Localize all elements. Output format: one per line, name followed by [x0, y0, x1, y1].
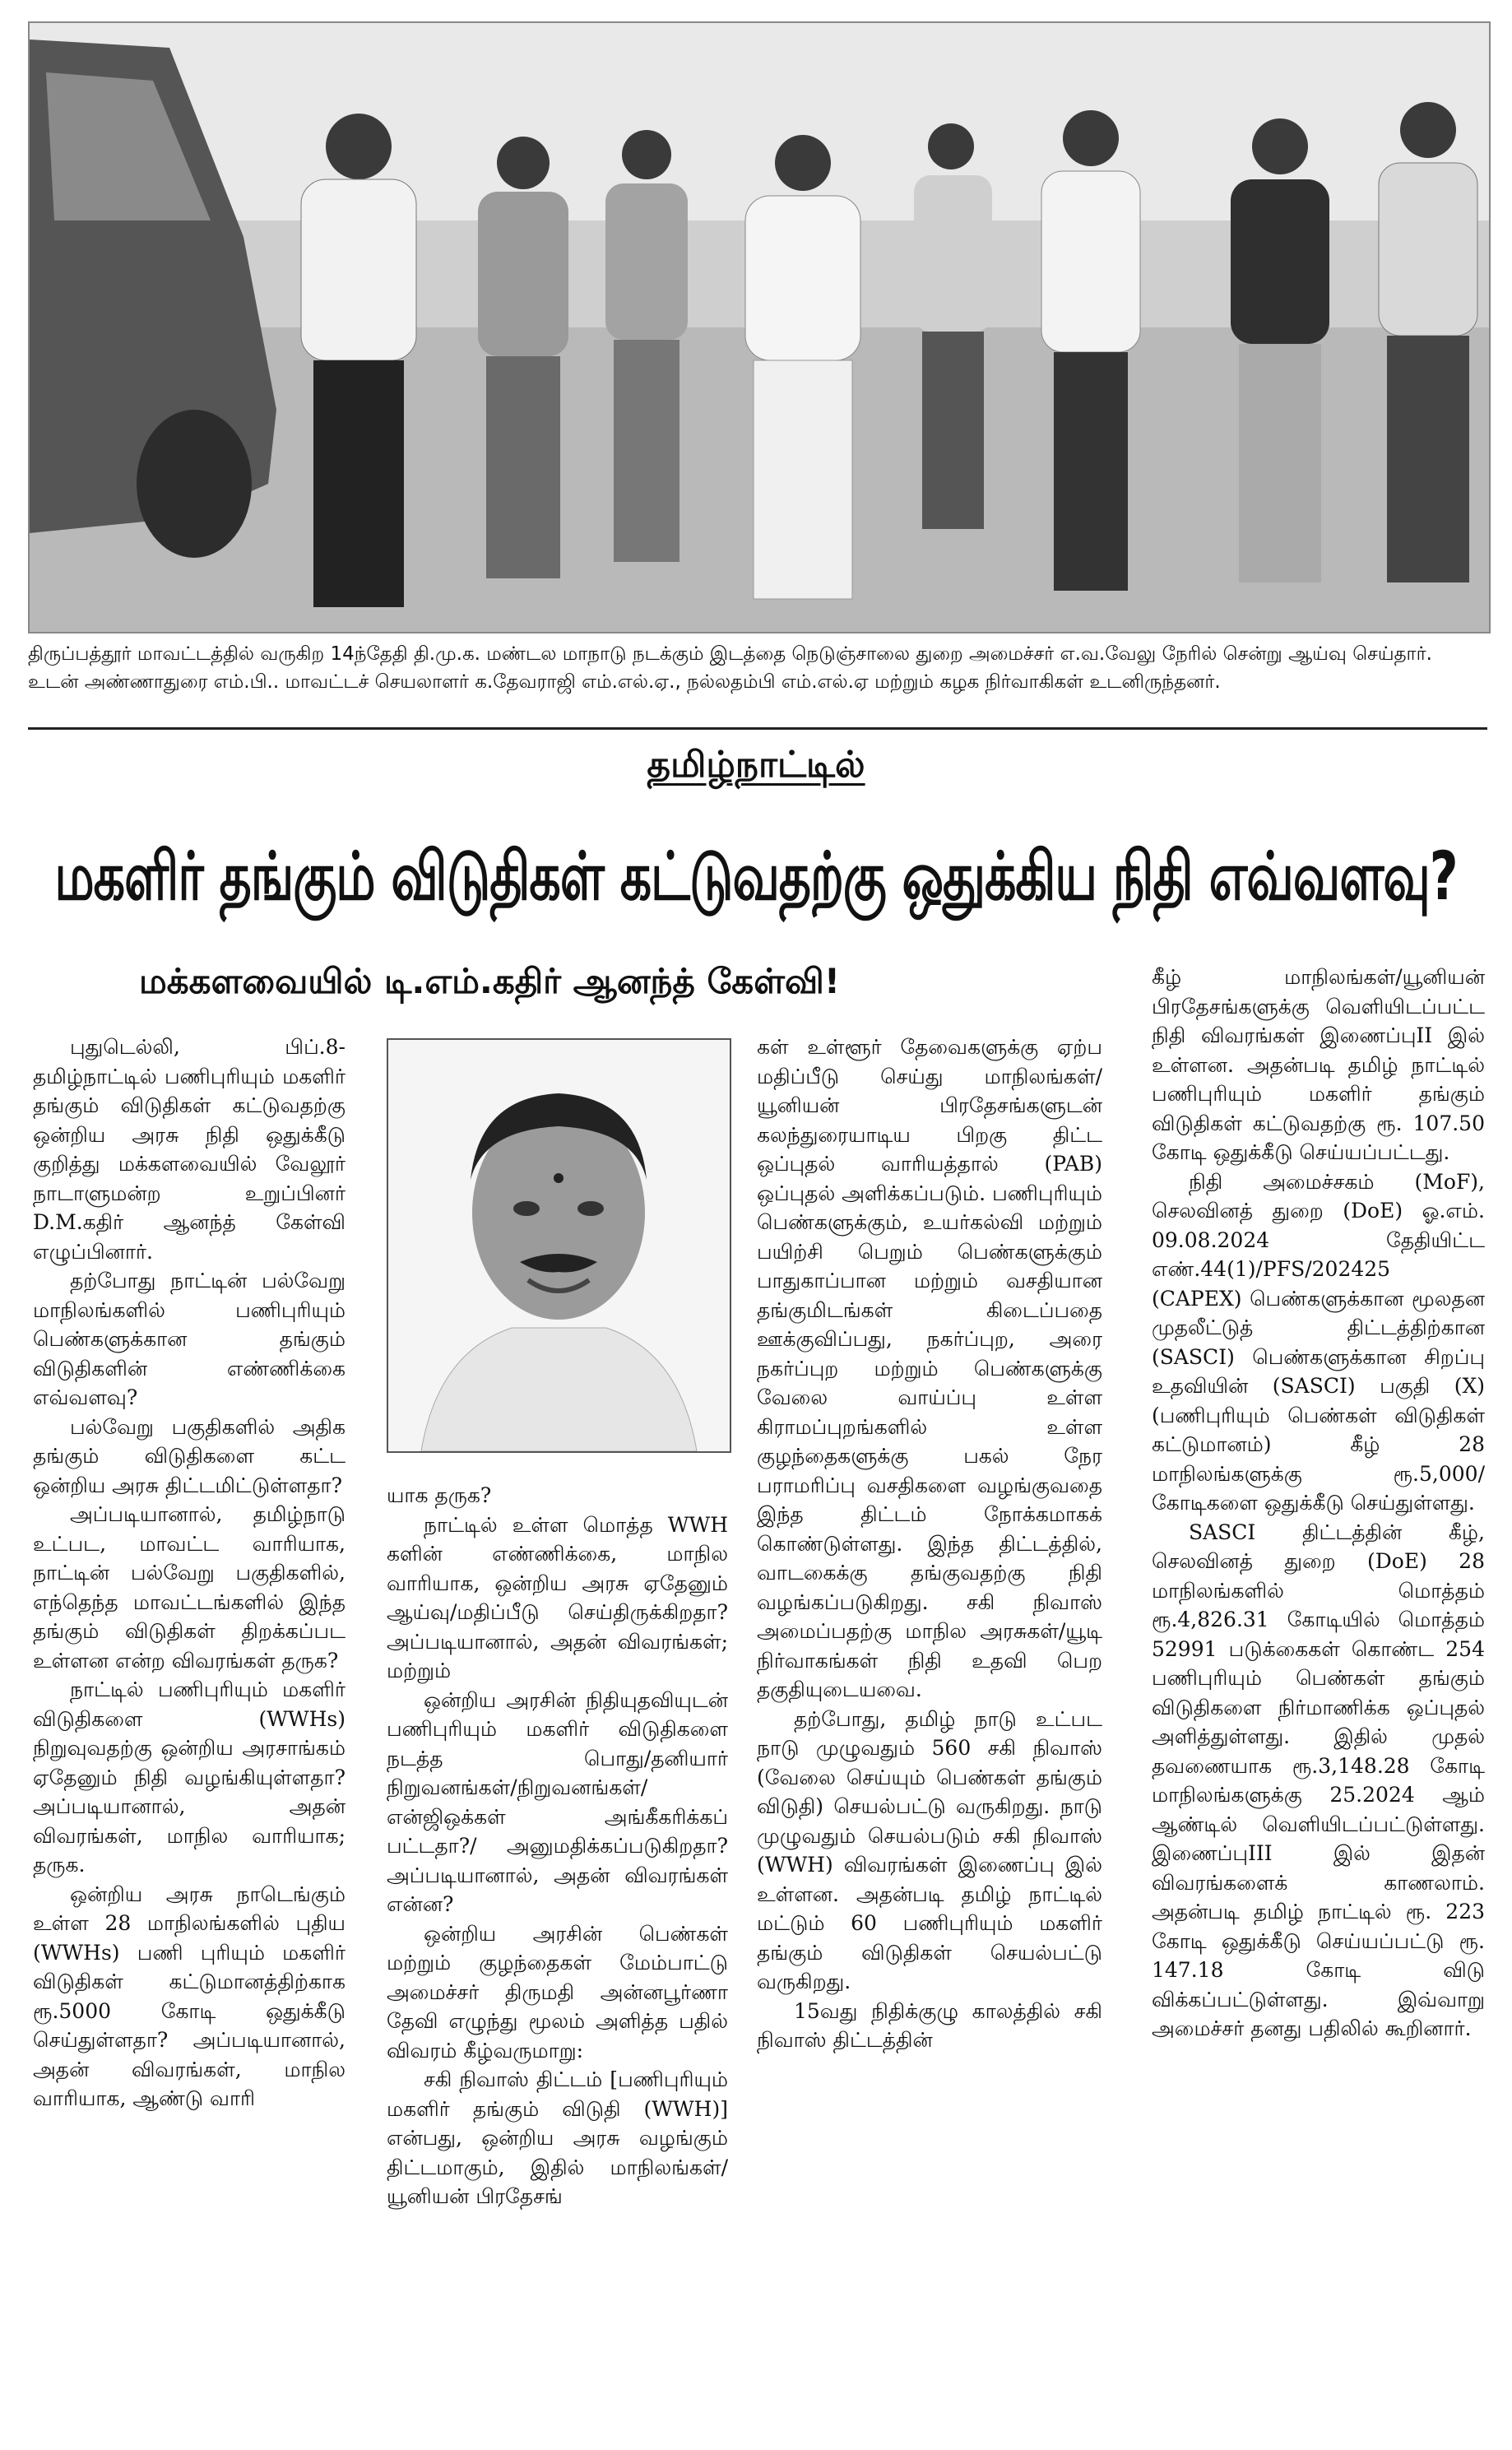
column-4: [1152, 963, 1485, 2044]
column-3: [757, 1032, 1102, 2055]
photo-caption-text: திருப்பத்தூர் மாவட்டத்தில் வருகிற 14ந்தேதி தி.மு.க. மண்டல மாநாடு நடக்கும் இடத்தை நெடுஞ்சாலை துறை அமைச்சர் எ.வ.வேலு நேரில் சென்று ஆய்வு செய்தார். உடன் அண்ணாதுரை எம்.பி.. மாவட்டச் செயலாளர் க.தேவராஜி எம்.எல்.ஏ., நல்லதம்பி எம்.எல்.ஏ மற்றும் கழக நிர்வாகிகள் உடனிருந்தனர்.: [28, 643, 1432, 693]
article-headline: மகளிர் தங்கும் விடுதிகள் கட்டுவதற்கு ஒதுக்கிய நிதி எவ்வளவு?: [54, 838, 1458, 916]
paragraph: தற்போது நாட்டின் பல்வேறு மாநிலங்களில் பணிபுரியும் பெண்களுக்கான தங்கும் விடுதிகளின் எண்ணிக்கை எவ்வளவு?: [33, 1269, 346, 1409]
article-kicker: [0, 744, 1512, 791]
column-1: [33, 1032, 346, 2114]
paragraph: அப்படியானால், தமிழ்நாடு உட்பட, மாவட்ட வாரியாக, நாட்டின் பல்வேறு பகுதிகளில், எந்தெந்த மாவட்டங்களில் இந்த தங்கும் விடுதிகள் திறக்கப்பட உள்ளன என்ற விவரங்கள் தருக?: [33, 1502, 346, 1673]
paragraph: SASCI திட்டத்தின் கீழ், செலவினத் துறை (DoE) 28 மாநிலங்களில் மொத்தம் ரூ.4,826.31 கோடியில் மொத்தம் 52991 படுக்கைகள் கொண்ட 254 பணிபுரியும் பெண்கள் தங்கும் விடுதிகளை நிர்மாணிக்க ஒப்புதல் அளித்துள்ளது. இதில் முதல் தவணையாக ரூ.3,148.28 கோடி மாநிலங்களுக்கு 25.2024 ஆம் ஆண்டில் வெளியிடப்பட்டுள்ளது. இணைப்புIII இல் இதன் விவரங்களைக் காணலாம். அதன்படி தமிழ் நாட்டில் ரூ. 223 கோடி ஒதுக்கீடு செய்யப்பட்டு ரூ. 147.18 கோடி விடு விக்கப்பட்டுள்ளது. இவ்வாறு அமைச்சர் தனது பதிலில் கூறினார்.: [1152, 1520, 1485, 2040]
paragraph: யாக தருக?: [387, 1483, 492, 1507]
group-photo: [28, 21, 1491, 633]
divider: [28, 727, 1487, 730]
paragraph: 15வது நிதிக்குழு காலத்தில் சகி நிவாஸ் திட்டத்தின்: [757, 1998, 1102, 2052]
paragraph: கீழ் மாநிலங்கள்/யூனியன் பிரதேசங்களுக்கு வெளியிடப்பட்ட நிதி விவரங்கள் இணைப்புII இல் உள்ளன. அதன்படி தமிழ் நாட்டில் பணிபுரியும் மகளிர் தங்கும் விடுதிகள் கட்டுவதற்கு ரூ. 107.50 கோடி ஒதுக்கீடு செய்யப்பட்டது.: [1152, 965, 1485, 1164]
photo-caption: [28, 640, 1487, 696]
paragraph: ஒன்றிய அரசு நாடெங்கும் உள்ள 28 மாநிலங்களில் புதிய (WWHs) பணி புரியும் மகளிர் விடுதிகள் கட்டுமானத்திற்காக ரூ.5000 கோடி ஒதுக்கீடு செய்துள்ளதா? அப்படியானால், அதன் விவரங்கள், மாநில வாரியாக, ஆண்டு வாரி: [33, 1882, 346, 2110]
paragraph: நாட்டில் உள்ள மொத்த WWH களின் எண்ணிக்கை, மாநில வாரியாக, ஒன்றிய அரசு ஏதேனும் ஆய்வு/மதிப்பீடு செய்திருக்கிறதா? அப்படியானால், அதன் விவரங்கள்; மற்றும்: [387, 1512, 728, 1682]
paragraph: சகி நிவாஸ் திட்டம் [பணிபுரியும் மகளிர் தங்கும் விடுதி (WWH)] என்பது, ஒன்றிய அரசு வழங்கும் திட்டமாகும், இதில் மாநிலங்கள்/யூனியன் பிரதேசங்: [387, 2067, 728, 2208]
article-subheadline: மக்களவையில் டி.எம்.கதிர் ஆனந்த் கேள்வி!: [139, 961, 840, 1001]
paragraph: தற்போது, தமிழ் நாடு உட்பட நாடு முழுவதும் 560 சகி நிவாஸ் (வேலை செய்யும் பெண்கள் தங்கும் விடுதி) செயல்பட்டு வருகிறது. நாடு முழுவதும் செயல்படும் சகி நிவாஸ் (WWH) விவரங்கள் இணைப்பு இல் உள்ளன. அதன்படி தமிழ் நாட்டில் மட்டும் 60 பணிபுரியும் மகளிர் தங்கும் விடுதிகள் செயல்பட்டு வருகிறது.: [757, 1706, 1102, 1993]
paragraph: கள் உள்ளூர் தேவைகளுக்கு ஏற்ப மதிப்பீடு செய்து மாநிலங்கள்/யூனியன் பிரதேசங்களுடன் கலந்துரையாடிய பிறகு திட்ட ஒப்புதல் வாரியத்தால் (PAB) ஒப்புதல் அளிக்கப்படும். பணிபுரியும் பெண்களுக்கும், உயர்கல்வி மற்றும் பயிற்சி பெறும் பெண்களுக்கும் பாதுகாப்பான மற்றும் வசதியான தங்குமிடங்கள் கிடைப்பதை ஊக்குவிப்பது, நகர்ப்புற, அரை நகர்ப்புற மற்றும் பெண்களுக்கு வேலை வாய்ப்பு உள்ள கிராமப்புறங்களில் உள்ள குழந்தைகளுக்கு பகல் நேர பராமரிப்பு வசதிகளை வழங்குவதை இந்த திட்டம் நோக்கமாகக் கொண்டுள்ளது. இந்த திட்டத்தில், வாடகைக்கு தங்குவதற்கு நிதி வழங்கப்படுகிறது. சகி நிவாஸ் அமைப்பதற்கு மாநில அரசுகள்/யூடி நிர்வாகங்கள் நிதி உதவி பெற தகுதியுடையவை.: [757, 1035, 1103, 1701]
paragraph: நாட்டில் பணிபுரியும் மகளிர் விடுதிகளை (WWHs) நிறுவுவதற்கு ஒன்றிய அரசாங்கம் ஏதேனும் நிதி வழங்கியுள்ளதா? அப்படியானால், அதன் விவரங்கள், மாநில வாரியாக; தருக.: [33, 1677, 346, 1877]
portrait-photo: [387, 1038, 731, 1453]
kicker-text: தமிழ்நாட்டில்: [647, 744, 865, 786]
column-2: [387, 1481, 728, 2211]
paragraph: பல்வேறு பகுதிகளில் அதிக தங்கும் விடுதிகளை கட்ட ஒன்றிய அரசு திட்டமிட்டுள்ளதா?: [33, 1414, 346, 1497]
portrait-photo-icon: [388, 1040, 730, 1451]
paragraph: ஒன்றிய அரசின் பெண்கள் மற்றும் குழந்தைகள் மேம்பாட்டு அமைச்சர் திருமதி அன்னபூர்ணா தேவி எழுந்து மூலம் அளித்த பதில் விவரம் கீழ்வருமாறு:: [387, 1921, 728, 2063]
paragraph: ஒன்றிய அரசின் நிதியுதவியுடன் பணிபுரியும் மகளிர் விடுதிகளை நடத்த பொது/தனியார் நிறுவனங்கள்/நிறுவனங்கள்/என்ஜிஒக்கள் அங்கீகரிக்கப் பட்டதா?/ அனுமதிக்கப்படுகிறதா? அப்படியானால், அதன் விவரங்கள் என்ன?: [387, 1687, 728, 1916]
paragraph: நிதி அமைச்சகம் (MoF), செலவினத் துறை (DoE) ஓ.எம். 09.08.2024 தேதியிட்ட எண்.44(1)/PFS/202425 (CAPEX) பெண்களுக்கான மூலதன முதலீட்டுத் திட்டத்திற்கான (SASCI) பெண்களுக்கான சிறப்பு உதவியின் (SASCI) பகுதி (X) (பணிபுரியும் பெண்கள் விடுதிகள் கட்டுமானம்) கீழ் 28 மாநிலங்களுக்கு ரூ.5,000/ கோடிகளை ஒதுக்கீடு செய்துள்ளது.: [1152, 1169, 1485, 1515]
group-photo-icon: [30, 23, 1489, 632]
paragraph: புதுடெல்லி, பிப்.8- தமிழ்நாட்டில் பணிபுரியும் மகளிர் தங்கும் விடுதிகள் கட்டுவதற்கு ஒன்றிய அரசு நிதி ஒதுக்கீடு குறித்து மக்களவையில் வேலூர் நாடாளுமன்ற உறுப்பினர் D.M.கதிர் ஆனந்த் கேள்வி எழுப்பினார்.: [33, 1035, 346, 1264]
